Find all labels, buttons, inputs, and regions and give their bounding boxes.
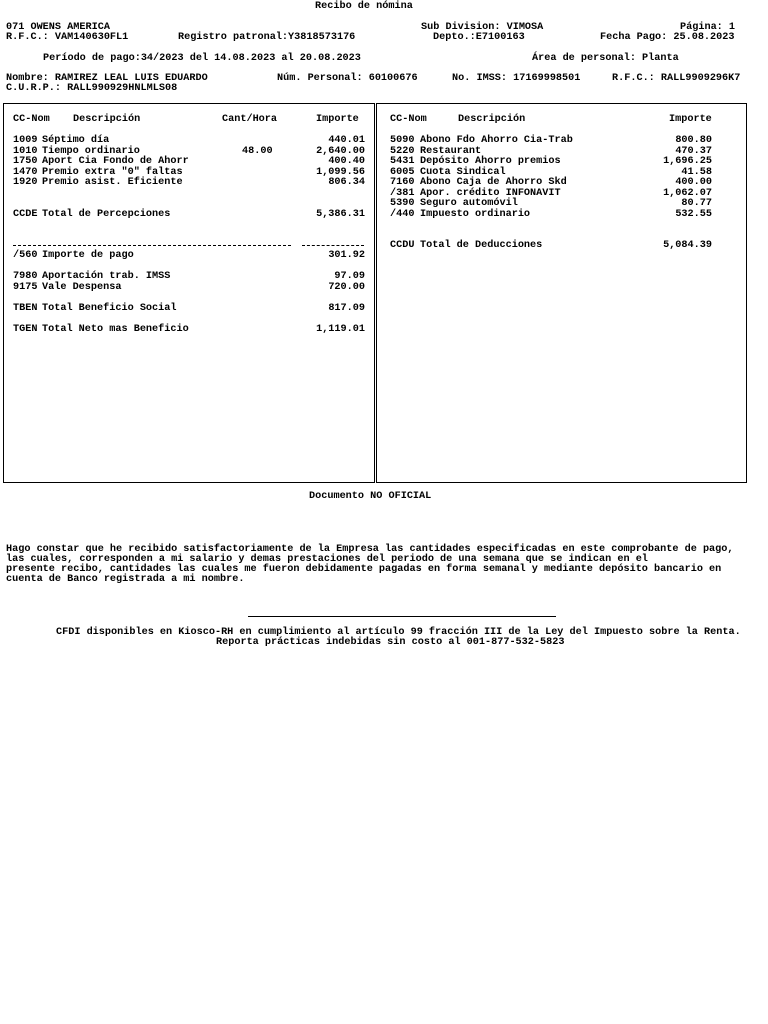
signature-line [248,616,556,617]
right-item-code: 7160 [390,177,415,188]
left-item-desc: Aport Cia Fondo de Ahorr [42,156,189,167]
beneficio-importe: 97.09 [334,271,365,282]
left-item-importe: 400.40 [328,156,365,167]
left-item-desc: Premio extra "0" faltas [42,166,183,178]
right-item-importe: 1,062.07 [663,187,712,199]
employee-curp: C.U.R.P.: RALL990929HNLMLS08 [6,83,178,94]
right-item-importe: 470.37 [675,145,712,157]
right-header-ccnom: CC-Nom [390,114,427,125]
right-item-desc: Depósito Ahorro premios [420,156,561,167]
right-item-importe: 400.00 [675,177,712,188]
right-item-importe: 532.55 [675,208,712,220]
left-item-importe: 1,099.56 [316,166,365,178]
right-item-desc: Seguro automóvil [420,198,518,209]
total-beneficio-value: 817.09 [328,303,365,314]
left-header-importe: Importe [316,114,359,125]
area-personal: Área de personal: Planta [532,53,679,64]
fecha-pago: Fecha Pago: 25.08.2023 [600,32,735,43]
employee-number: Núm. Personal: 60100676 [277,73,418,84]
right-item-code: 5431 [390,156,415,167]
right-item-importe: 1,696.25 [663,156,712,167]
right-item-desc: Abono Caja de Ahorro Skd [420,177,567,188]
beneficio-desc: Aportación trab. IMSS [42,271,171,282]
total-neto-code: TGEN [13,323,38,335]
right-header-importe: Importe [669,114,712,125]
declaration-line: las cuales, corresponden a mi salario y demas prestaciones del periodo de una semana que se indican en el [6,554,648,565]
page-number: Página: 1 [680,22,736,33]
left-item-importe: 806.34 [328,177,365,188]
total-neto-label: Total Neto mas Beneficio [42,323,189,335]
right-item-code: 5090 [390,135,415,146]
left-item-importe: 440.01 [328,135,365,146]
left-item-importe: 2,640.00 [316,145,365,157]
beneficio-importe: 720.00 [328,281,365,293]
company-rfc: R.F.C.: VAM140630FL1 [6,32,129,43]
left-item-desc: Tiempo ordinario [42,145,140,157]
right-item-desc: Abono Fdo Ahorro Cia-Trab [420,135,573,146]
left-item-code: 1010 [13,145,38,157]
total-percepciones-value: 5,386.31 [316,209,365,220]
total-neto-value: 1,119.01 [316,323,365,335]
left-item-desc: Séptimo día [42,135,110,146]
company-name: 071 OWENS AMERICA [6,22,110,33]
left-item-code: 1750 [13,156,38,167]
declaration-line: presente recibo, cantidades las cuales me fueron debidamente pagadas en forma semanal y mediante depósito bancario en [6,564,722,575]
right-item-desc: Impuesto ordinario [420,208,531,220]
separator-line [302,245,364,246]
no-oficial-notice: Documento NO OFICIAL [309,491,432,502]
left-header-cant: Cant/Hora [222,114,278,125]
right-item-desc: Restaurant [420,145,482,157]
right-item-importe: 41.58 [681,166,712,178]
left-header-desc: Descripción [73,114,141,125]
right-item-code: 5390 [390,198,415,209]
left-item-code: 1009 [13,135,38,146]
document-title: Recibo de nómina [315,1,413,12]
right-header-desc: Descripción [458,114,526,125]
total-percepciones-label: Total de Percepciones [42,209,171,220]
declaration-line: Hago constar que he recibido satisfactoriamente de la Empresa las cantidades especificadas en este comprobante de pago, [6,544,734,555]
periodo-pago: Período de pago:34/2023 del 14.08.2023 al 20.08.2023 [43,53,361,64]
importe-pago-code: /560 [13,250,38,261]
left-item-cant: 48.00 [242,145,273,157]
right-item-code: 6005 [390,166,415,178]
total-deducciones-label: Total de Deducciones [420,240,543,251]
employee-imss: No. IMSS: 17169998501 [452,73,581,84]
importe-pago-value: 301.92 [328,250,365,261]
left-item-desc: Premio asist. Eficiente [42,177,183,188]
report-notice: Reporta prácticas indebidas sin costo al 001-877-532-5823 [216,637,565,648]
total-beneficio-code: TBEN [13,303,38,314]
registro-patronal: Registro patronal:Y3818573176 [178,32,356,43]
right-item-code: 5220 [390,145,415,157]
total-percepciones-code: CCDE [13,209,38,220]
beneficio-code: 9175 [13,281,38,293]
total-deducciones-code: CCDU [390,240,415,251]
departamento: Depto.:E7100163 [433,32,525,43]
right-item-desc: Apor. crédito INFONAVIT [420,187,561,199]
cfdi-notice: CFDI disponibles en Kiosco-RH en cumplimiento al artículo 99 fracción III de la Ley del Impuesto sobre la Renta. [56,627,741,638]
total-beneficio-label: Total Beneficio Social [42,303,177,314]
left-item-code: 1920 [13,177,38,188]
employee-rfc: R.F.C.: RALL9909296K7 [612,73,741,84]
right-item-desc: Cuota Sindical [420,166,506,178]
right-item-code: /381 [390,187,415,199]
right-item-code: /440 [390,208,415,220]
left-item-code: 1470 [13,166,38,178]
separator-line [13,245,291,246]
employee-name: Nombre: RAMIREZ LEAL LUIS EDUARDO [6,73,208,84]
total-deducciones-value: 5,084.39 [663,240,712,251]
subdivision: Sub Division: VIMOSA [421,22,544,33]
right-item-importe: 80.77 [681,198,712,209]
left-header-ccnom: CC-Nom [13,114,50,125]
beneficio-desc: Vale Despensa [42,281,122,293]
declaration-line: cuenta de Banco registrada a mi nombre. [6,574,245,585]
importe-pago-label: Importe de pago [42,250,134,261]
right-item-importe: 800.80 [675,135,712,146]
beneficio-code: 7980 [13,271,38,282]
